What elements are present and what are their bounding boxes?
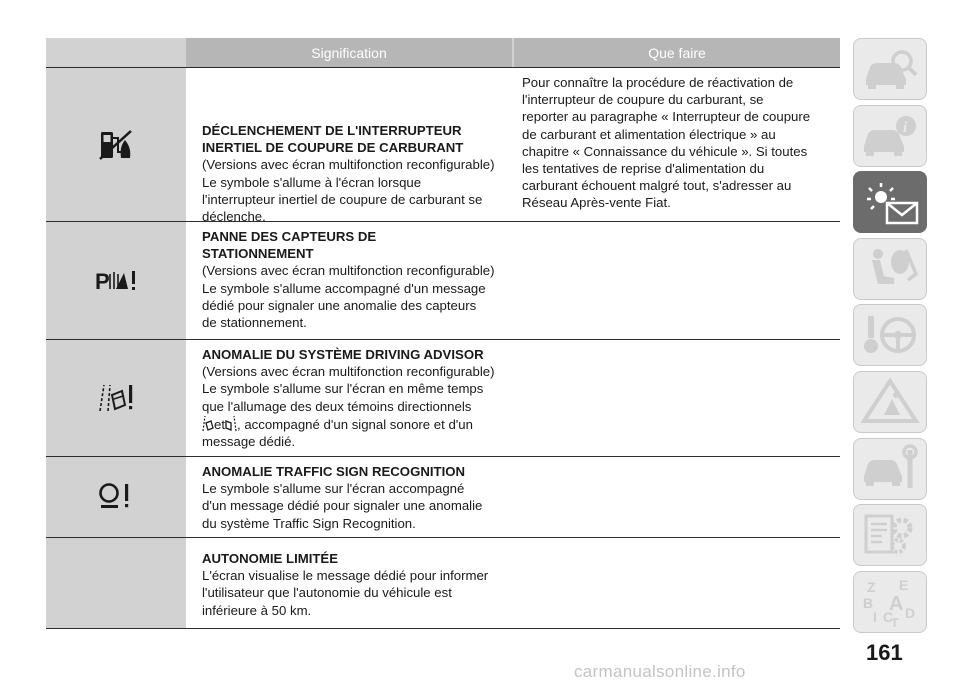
body-line: l'utilisateur que l'autonomie du véhicule est <box>202 585 452 601</box>
row-title-line: ANOMALIE TRAFFIC SIGN RECOGNITION <box>202 464 466 479</box>
warning-triangle-icon <box>860 377 920 427</box>
signification-cell <box>186 340 512 456</box>
row-title-line: AUTONOMIE LIMITÉE <box>202 551 339 566</box>
key-steering-icon <box>860 310 920 360</box>
icon-cell <box>46 68 186 221</box>
signification-cell <box>186 538 512 628</box>
que-faire-cell <box>512 340 840 456</box>
body-line: l'interrupteur inertiel de coupure de carburant se <box>202 191 483 207</box>
warning-table <box>46 38 840 629</box>
table-row <box>46 538 840 629</box>
table-row <box>46 457 840 538</box>
spec-gear-icon <box>860 510 920 560</box>
lane-left-icon <box>202 415 214 432</box>
car-search-icon <box>860 45 920 93</box>
car-wrench-icon <box>860 444 920 494</box>
airbag-seat-icon <box>860 244 920 294</box>
body-line: (Versions avec écran multifonction reconfigurable) <box>202 364 495 380</box>
chapter-sidebar <box>853 38 927 637</box>
body-line: Le symbole s'allume accompagné d'un message <box>202 280 486 296</box>
warning-light-message-icon <box>859 177 921 227</box>
row-title-line: ANOMALIE DU SYSTÈME DRIVING ADVISOR <box>202 347 484 362</box>
body-line: Le symbole s'allume à l'écran lorsque <box>202 174 422 190</box>
table-header <box>46 38 840 67</box>
chapter-tab[interactable] <box>853 371 927 433</box>
signification-cell <box>186 457 512 537</box>
chapter-tab[interactable] <box>853 504 927 566</box>
chapter-tab[interactable] <box>853 238 927 300</box>
body-line: Le symbole s'allume sur l'écran accompagné <box>202 481 465 497</box>
index-letter: A <box>889 592 904 615</box>
que-faire-cell <box>512 222 840 339</box>
chapter-tab-active[interactable] <box>853 171 927 233</box>
body-line: Pour connaître la procédure de réactivation de <box>522 75 794 90</box>
icon-cell <box>46 340 186 456</box>
header-que-faire: Que faire <box>514 38 840 67</box>
body-line-inline-icons <box>202 415 504 433</box>
table-row <box>46 222 840 340</box>
row-title-line: DÉCLENCHEMENT DE L'INTERRUPTEUR <box>202 123 462 138</box>
que-faire-cell <box>512 538 840 628</box>
index-letter: Z <box>867 578 876 595</box>
body-line: carburant échouent malgré tout, s'adresser au <box>522 178 792 194</box>
body-line: Le symbole s'allume sur l'écran en même temps <box>202 381 484 397</box>
index-letter: T <box>891 615 899 628</box>
table-row <box>46 340 840 457</box>
index-letter: C <box>883 608 894 625</box>
body-line: du système Traffic Sign Recognition. <box>202 515 416 531</box>
icon-cell <box>46 457 186 537</box>
body-line: que l'allumage des deux témoins directionnels <box>202 398 472 414</box>
body-line: de carburant et alimentation électrique » au <box>522 126 776 142</box>
parking-sensor-warning-icon <box>94 268 138 294</box>
body-line: de stationnement. <box>202 315 307 331</box>
body-line: message dédié. <box>202 434 296 450</box>
watermark: carmanualsonline.info <box>574 662 746 681</box>
que-faire-cell <box>512 457 840 537</box>
body-line: Réseau Après-vente Fiat. <box>522 195 671 211</box>
chapter-tab[interactable] <box>853 105 927 167</box>
body-line: d'un message dédié pour signaler une anomalie <box>202 498 483 514</box>
que-faire-cell <box>512 68 840 221</box>
fuel-cutoff-icon <box>98 128 134 162</box>
index-letter: I <box>873 608 877 625</box>
alphabet-index-icon <box>859 576 921 628</box>
index-letter: B <box>863 594 874 611</box>
signification-cell <box>186 68 512 225</box>
lane-right-icon <box>225 415 237 432</box>
body-line: (Versions avec écran multifonction reconfigurable) <box>202 157 495 173</box>
table-row <box>46 67 840 225</box>
body-line: L'écran visualise le message dédié pour informer <box>202 568 489 584</box>
svg-text:P: P <box>95 268 110 294</box>
body-line: chapitre « Connaissance du véhicule ». Si toutes <box>522 143 808 159</box>
car-info-icon <box>860 112 920 160</box>
traffic-sign-warning-icon <box>98 481 134 513</box>
chapter-tab[interactable] <box>853 571 927 633</box>
row-title-line: STATIONNEMENT <box>202 246 314 262</box>
page-number: 161 <box>866 640 903 665</box>
body-line: (Versions avec écran multifonction reconfigurable) <box>202 263 495 279</box>
header-signification: Signification <box>186 38 512 67</box>
body-line: l'interrupteur de coupure du carburant, se <box>522 92 764 108</box>
row-title-line: PANNE DES CAPTEURS DE <box>202 229 377 244</box>
header-blank <box>46 38 186 67</box>
driving-advisor-warning-icon <box>96 381 136 415</box>
inline-rest: , accompagné d'un signal sonore et d'un <box>237 416 473 432</box>
chapter-tab[interactable] <box>853 304 927 366</box>
svg-text:i: i <box>903 119 908 136</box>
chapter-tab[interactable] <box>853 438 927 500</box>
row-title-line: INERTIEL DE COUPURE DE CARBURANT <box>202 140 464 156</box>
inline-et: et <box>214 416 225 432</box>
index-letter: D <box>905 604 916 621</box>
body-line: dédié pour signaler une anomalie des capteurs <box>202 297 477 313</box>
body-line: inférieure à 50 km. <box>202 602 312 618</box>
body-line: déclenche. <box>202 209 266 225</box>
icon-cell <box>46 222 186 339</box>
chapter-tab[interactable] <box>853 38 927 100</box>
body-line: reporter au paragraphe « Interrupteur de coupure <box>522 109 811 125</box>
body-line: les tentatives de reprise d'alimentation du <box>522 161 765 177</box>
index-letter: E <box>899 576 909 593</box>
signification-cell <box>186 222 512 339</box>
icon-cell <box>46 538 186 628</box>
